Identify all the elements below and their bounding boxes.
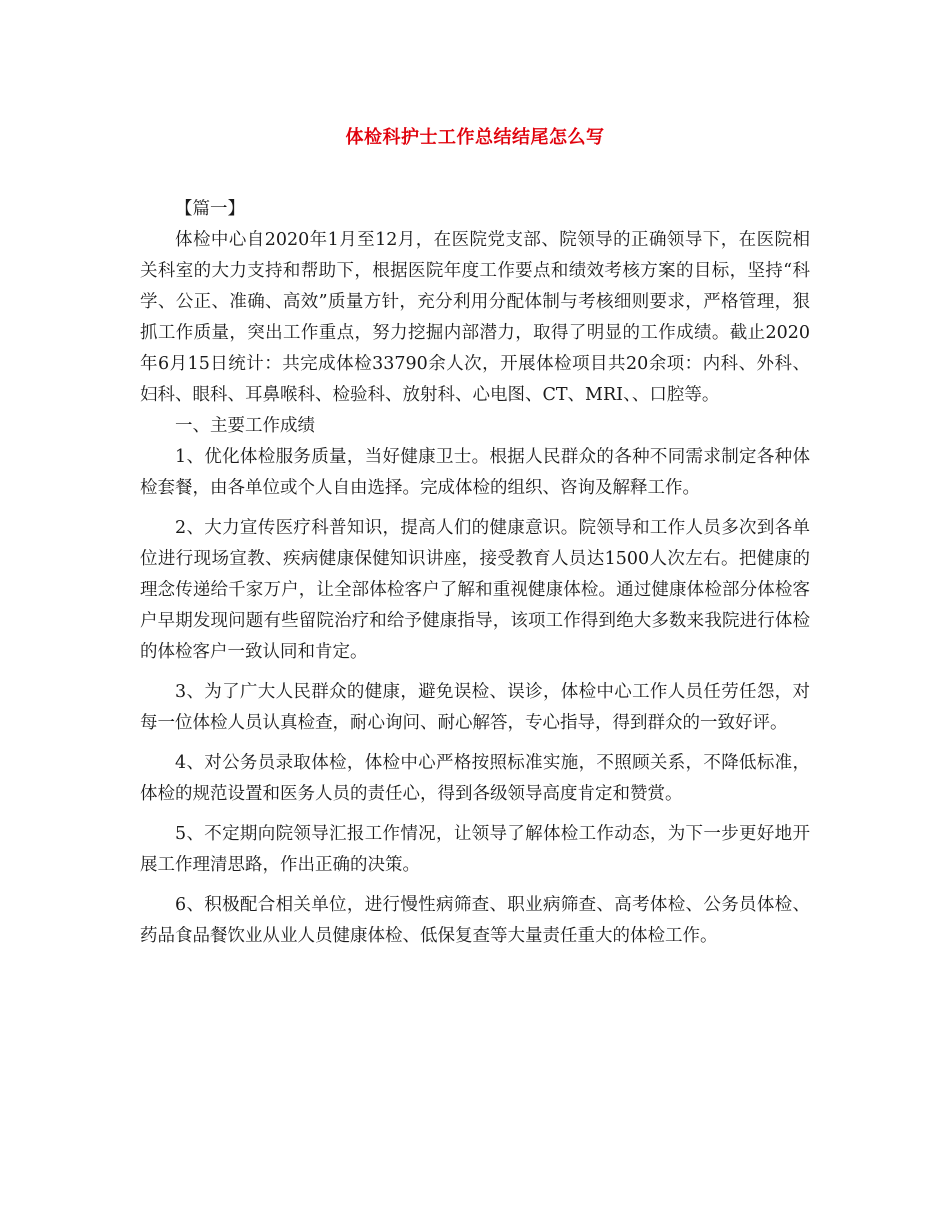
intro-paragraph: 体检中心自2020年1月至12月，在医院党支部、院领导的正确领导下，在医院相关科室的大力支持和帮助下，根据医院年度工作要点和绩效考核方案的目标，坚持“科学、公正、准确、高效”质量方针，充分利用分配体制与考核细则要求，严格管理，狠抓工作质量，突出工作重点，努力挖掘内部潜力，取得了明显的工作成绩。截止2020年6月15日统计：共完成体检33790余人次，开展体检项目共20余项：内科、外科、妇科、眼科、耳鼻喉科、检验科、放射科、心电图、CT、MRI、、口腔等。	[140, 230, 810, 405]
section-label: 【篇一】	[175, 199, 245, 219]
list-item: 1、优化体检服务质量，当好健康卫士。根据人民群众的各种不同需求制定各种体检套餐，由各单位或个人自由选择。完成体检的组织、咨询及解释工作。	[140, 447, 810, 498]
list-item: 5、不定期向院领导汇报工作情况，让领导了解体检工作动态，为下一步更好地开展工作理清思路，作出正确的决策。	[140, 824, 810, 875]
list-item: 2、大力宣传医疗科普知识，提高人们的健康意识。院领导和工作人员多次到各单位进行现场宣教、疾病健康保健知识讲座，接受教育人员达1500人次左右。把健康的理念传递给千家万户，让全部体检客户了解和重视健康体检。通过健康体检部分体检客户早期发现问题有些留院治疗和给予健康指导，该项工作得到绝大多数来我院进行体检的体检客户一致认同和肯定。	[140, 518, 810, 662]
document-body	[140, 194, 810, 952]
list-item: 4、对公务员录取体检，体检中心严格按照标准实施，不照顾关系，不降低标准，体检的规范设置和医务人员的责任心，得到各级领导高度肯定和赞赏。	[140, 753, 810, 804]
list-item: 6、积极配合相关单位，进行慢性病筛查、职业病筛查、高考体检、公务员体检、药品食品餐饮业从业人员健康体检、低保复查等大量责任重大的体检工作。	[140, 895, 810, 946]
document-title: 体检科护士工作总结结尾怎么写	[345, 127, 605, 148]
list-item: 3、为了广大人民群众的健康，避免误检、误诊，体检中心工作人员任劳任怨，对每一位体检人员认真检查，耐心询问、耐心解答，专心指导，得到群众的一致好评。	[140, 682, 810, 733]
section-heading: 一、主要工作成绩	[175, 416, 315, 436]
